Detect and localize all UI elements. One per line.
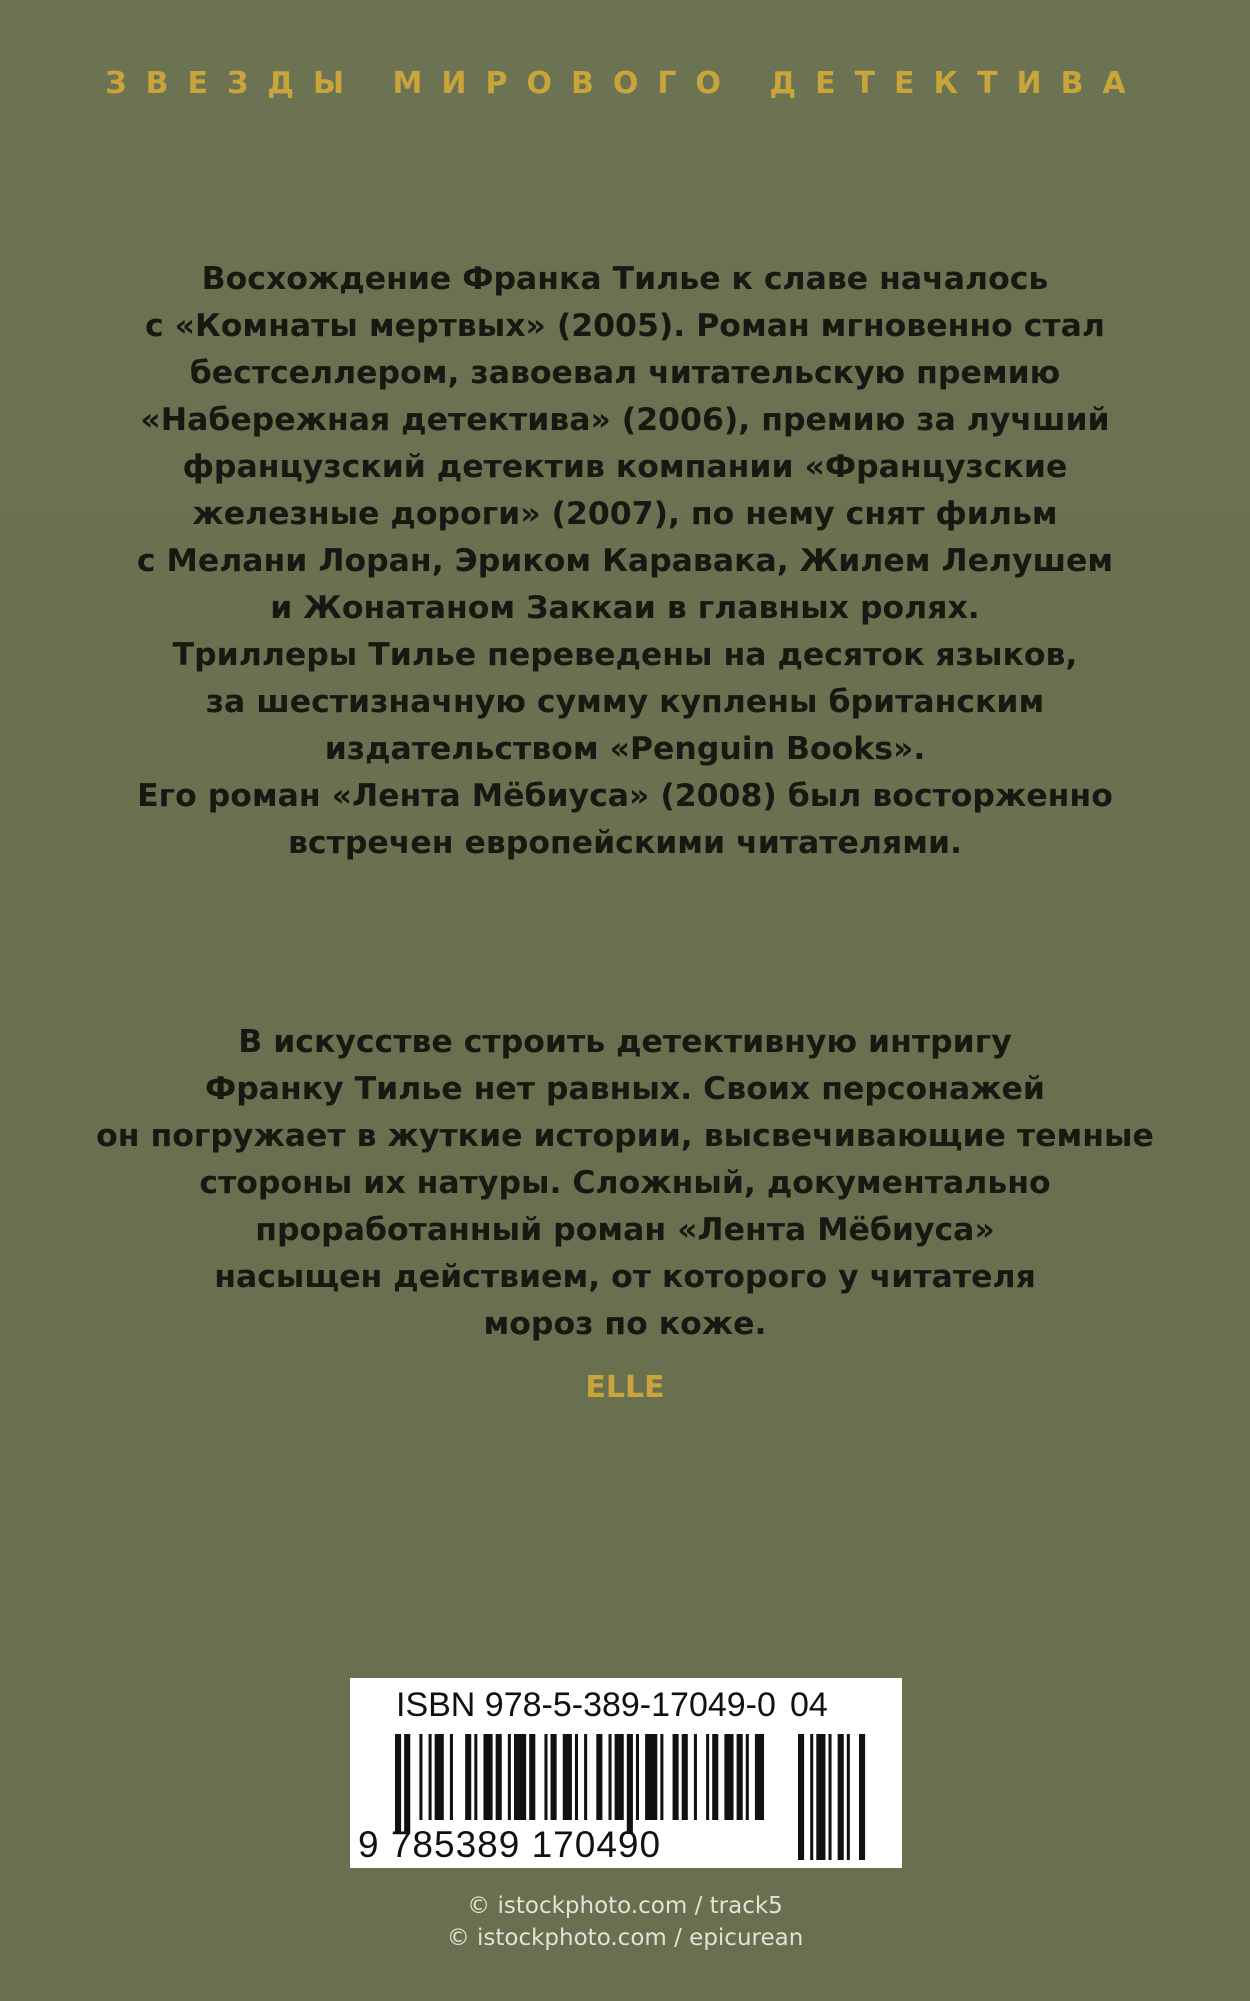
quote-source: ELLE [585,1370,665,1405]
description-line: с «Комнаты мертвых» (2005). Роман мгновенно стал [145,308,1105,344]
description-line: встречен европейскими читателями. [287,825,962,861]
quote-line: он погружает в жуткие истории, высвечивающие темные [96,1118,1154,1154]
isbn-barcode [350,1678,902,1868]
description-line: издательством «Penguin Books». [324,731,926,767]
description-line: бестселлером, завоевал читательскую премию [189,355,1061,391]
author-description [60,256,1190,867]
description-line: французский детектив компании «Французские [182,449,1068,485]
ean-digits: 9 785389 170490 [358,1824,662,1865]
quote-line: Франку Тилье нет равных. Своих персонажей [205,1071,1045,1107]
credit-line: © istockphoto.com / track5 [467,1893,783,1919]
series-title: ЗВЕЗДЫ МИРОВОГО ДЕТЕКТИВА [105,66,1145,101]
description-line: и Жонатаном Заккаи в главных ролях. [270,590,980,626]
description-line: Его роман «Лента Мёбиуса» (2008) был восторженно [137,778,1113,814]
description-line: за шестизначную сумму куплены британским [205,684,1045,720]
quote-line: В искусстве строить детективную интригу [238,1024,1012,1060]
description-line: с Мелани Лоран, Эриком Каравака, Жилем Лелушем [136,543,1114,579]
review-quote [60,1019,1190,1348]
description-line: «Набережная детектива» (2006), премию за лучший [140,402,1110,438]
isbn-label: ISBN 978-5-389-17049-0 [396,1686,776,1724]
isbn-addon-code: 04 [790,1686,828,1724]
description-line: Восхождение Франка Тилье к славе началось [201,261,1049,297]
description-line: Триллеры Тилье переведены на десяток языков, [172,637,1078,673]
quote-line: стороны их натуры. Сложный, документально [199,1165,1051,1201]
quote-line: насыщен действием, от которого у читателя [214,1259,1036,1295]
description-line: железные дороги» (2007), по нему снят фильм [192,496,1058,532]
credit-line: © istockphoto.com / epicurean [446,1925,804,1951]
photo-credits [0,1890,1250,1954]
quote-line: мороз по коже. [483,1306,767,1342]
quote-line: проработанный роман «Лента Мёбиуса» [255,1212,995,1248]
